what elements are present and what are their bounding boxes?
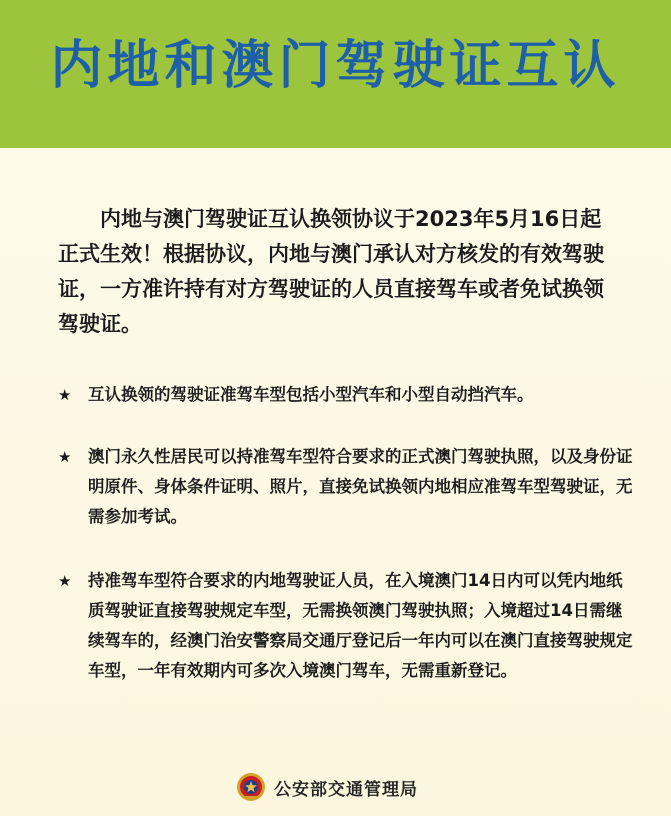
bullet-text: 澳门永久性居民可以持准驾车型符合要求的正式澳门驾驶执照，以及身份证明原件、身体条件证明、照片，直接免试换领内地相应准驾车型驾驶证，无需参加考试。 <box>88 447 633 526</box>
bullet-item-3 <box>58 566 638 686</box>
bullet-item-2 <box>58 442 638 532</box>
header-banner <box>0 0 671 148</box>
page-title: 内地和澳门驾驶证互认 <box>50 36 621 96</box>
police-emblem-icon <box>236 772 266 802</box>
notice-body <box>0 148 671 816</box>
bullet-text: 互认换领的驾驶证准驾车型包括小型汽车和小型自动挡汽车。 <box>88 385 534 404</box>
organization-name: 公安部交通管理局 <box>274 779 418 800</box>
footer-signature <box>236 772 418 802</box>
star-icon: ★ <box>58 448 72 466</box>
bullet-item-1 <box>58 380 638 410</box>
star-icon: ★ <box>58 386 72 404</box>
intro-paragraph: 内地与澳门驾驶证互认换领协议于2023年5月16日起正式生效！根据协议，内地与澳门承认对方核发的有效驾驶证，一方准许持有对方驾驶证的人员直接驾车或者免试换领驾驶证。 <box>58 207 604 336</box>
bullet-text: 持准驾车型符合要求的内地驾驶证人员，在入境澳门14日内可以凭内地纸质驾驶证直接驾驶规定车型，无需换领澳门驾驶执照；入境超过14日需继续驾车的，经澳门治安警察局交通厅登记后一年内可以在澳门直接驾驶规定车型，一年有效期内可多次入境澳门驾车，无需重新登记。 <box>88 571 633 680</box>
star-icon: ★ <box>58 572 72 590</box>
